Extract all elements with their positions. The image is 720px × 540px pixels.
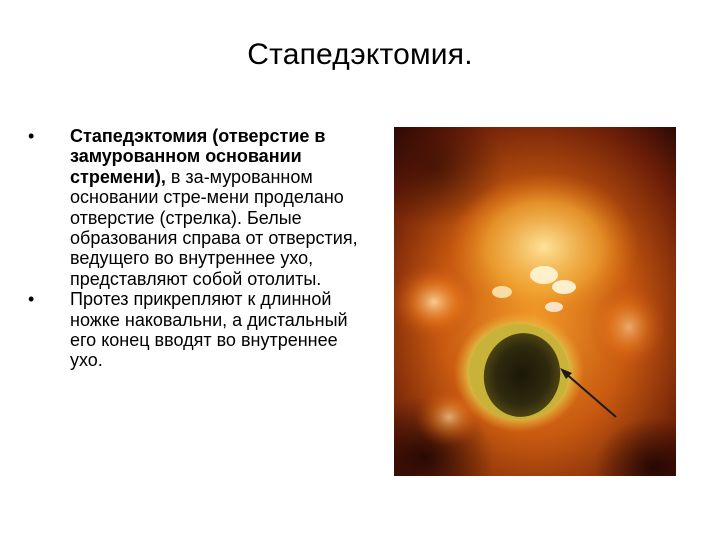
stapedectomy-photo — [394, 127, 676, 476]
bullet-item — [22, 289, 372, 371]
slide-title: Стапедэктомия. — [247, 38, 473, 71]
bullet-item — [22, 126, 372, 289]
bullet-marker: • — [28, 126, 35, 146]
bullet-list — [22, 126, 372, 371]
bullet-text: в за-мурованном основании стре-мени проделано отверстие (стрелка). Белые образования справа от отверстия, ведущего во внутреннее ухо, представляют собой отолиты. — [70, 166, 358, 289]
bullet-bold-text: Стапедэктомия (отверстие в замурованном основании стремени), — [70, 126, 326, 187]
bullet-marker: • — [28, 289, 35, 310]
stapedectomy-photo-image — [394, 127, 676, 476]
bullet-text: Протез прикрепляют к длинной ножке наковальни, а дистальный его конец вводят во внутреннее ухо. — [70, 289, 348, 371]
